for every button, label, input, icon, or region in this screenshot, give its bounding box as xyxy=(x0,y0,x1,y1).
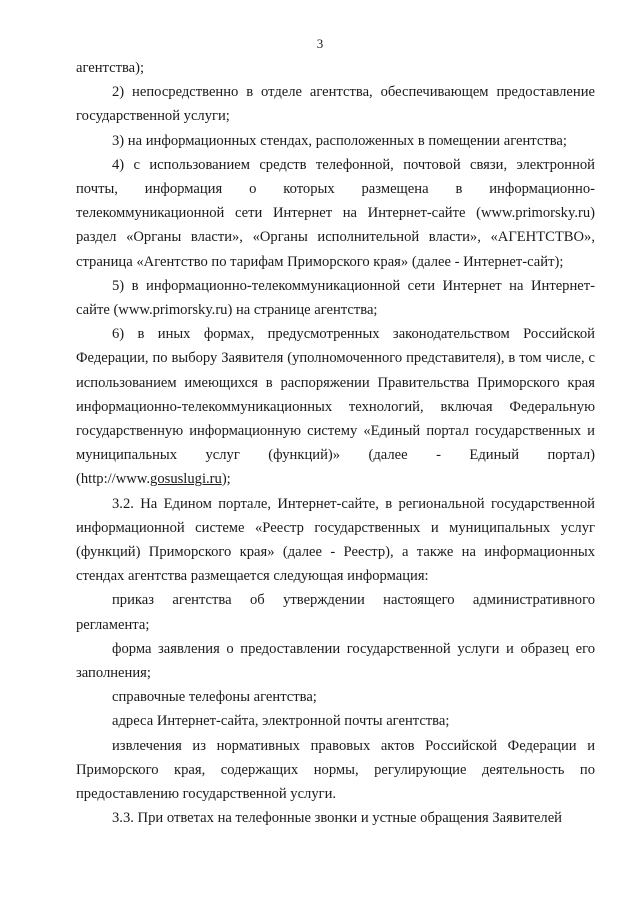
paragraph-item-3: 3) на информационных стендах, расположенных в помещении агентства; xyxy=(112,132,567,149)
page-number: 3 xyxy=(316,36,324,51)
paragraph-item-6-text: 6) в иных формах, предусмотренных законодательством Российской Федерации, по выбору Заявителя (уполномоченного представителя), в том числе, с использованием имеющихся в распоряжении Правительства Приморского края информационно-телекоммуникационных технологий, включая Федеральную государственную информационную систему «Единый портал государственных и муниципальных услуг (функций)» (далее - Единый портал) (http://www. xyxy=(76,326,595,488)
list-item-phones: справочные телефоны агентства; xyxy=(112,689,317,706)
list-item-addresses: адреса Интернет-сайта, электронной почты агентства; xyxy=(112,713,450,730)
paragraph-agency-end: агентства); xyxy=(76,60,145,76)
list-item-order: приказ агентства об утверждении настоящего административного регламента; xyxy=(76,592,595,633)
list-item-form: форма заявления о предоставлении государственной услуги и образец его заполнения; xyxy=(76,640,595,682)
list-item-extracts: извлечения из нормативных правовых актов Российской Федерации и Приморского края, содержащих нормы, регулирующие деятельность по предоставлению государственной услуги. xyxy=(76,737,595,803)
paragraph-3-2: 3.2. На Едином портале, Интернет-сайте, в региональной государственной информационной системе «Реестр государственных и муниципальных услуг (функций) Приморского края» (далее - Реестр), а также на информационных стендах агентства размещается следующая информация: xyxy=(76,495,595,585)
document-body xyxy=(76,56,595,831)
paragraph-item-6-tail: ); xyxy=(221,471,231,488)
paragraph-3-3: 3.3. При ответах на телефонные звонки и устные обращения Заявителей xyxy=(112,810,562,827)
gosuslugi-link[interactable]: gosuslugi.ru xyxy=(150,471,222,488)
paragraph-item-5: 5) в информационно-телекоммуникационной сети Интернет на Интернет-сайте (www.primorsky.ru) на странице агентства; xyxy=(76,277,595,319)
paragraph-item-2: 2) непосредственно в отделе агентства, обеспечивающем предоставление государственной услуги; xyxy=(76,84,595,125)
paragraph-item-6 xyxy=(76,322,595,491)
paragraph-item-4: 4) с использованием средств телефонной, почтовой связи, электронной почты, информация о которых размещена в информационно-телекоммуникационной сети Интернет на Интернет-сайте (www.primorsky.ru) раздел «Органы власти», «Органы исполнительной власти», «АГЕНТСТВО», страница «Агентство по тарифам Приморского края» (далее - Интернет-сайт); xyxy=(76,156,595,270)
